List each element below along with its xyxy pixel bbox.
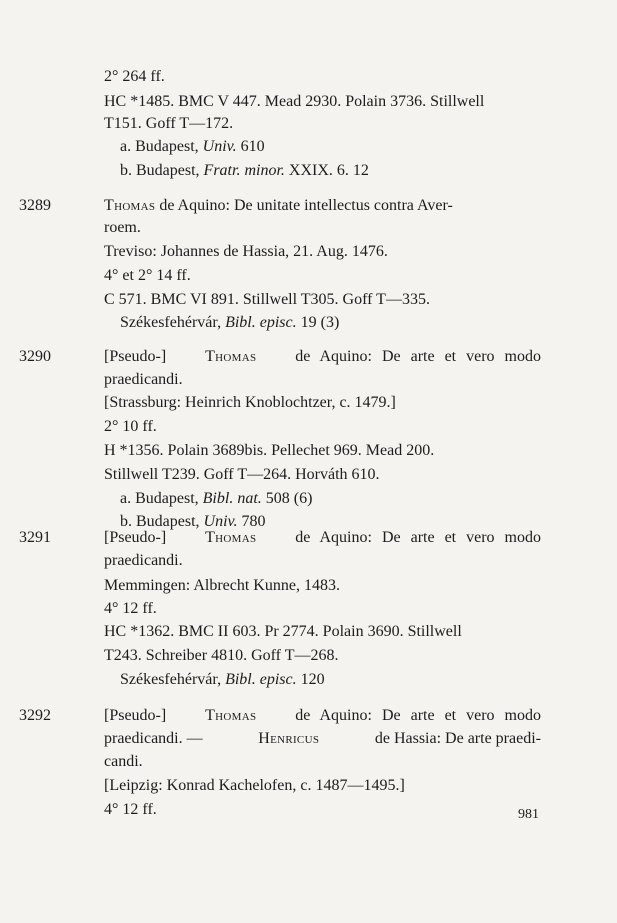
author-name: Thomas: [205, 529, 257, 546]
title-text: de Aquino: De arte et vero modo: [295, 529, 541, 546]
copy-shelfmark: 120: [300, 671, 325, 688]
copy-location: Székesfehérvár,: [120, 671, 222, 688]
page-number: 981: [518, 807, 539, 822]
title-text: de Aquino: De unitate intellectus contra Aver-: [159, 197, 453, 214]
reference-line: HC *1485. BMC V 447. Mead 2930. Polain 3736. Stillwell: [104, 93, 485, 110]
entry-title-line: candi.: [104, 753, 143, 770]
title-prefix: [Pseudo-]: [104, 529, 167, 546]
author-name: Henricus: [258, 730, 320, 747]
author-name: Thomas: [104, 197, 156, 214]
copy-line: [120, 489, 312, 509]
entry-title-line: [104, 196, 453, 216]
format-line: 4° 12 ff.: [104, 801, 157, 818]
format-line: 2° 10 ff.: [104, 418, 157, 435]
imprint-line: [Strassburg: Heinrich Knoblochtzer, c. 1479.]: [104, 394, 396, 411]
imprint-line: Treviso: Johannes de Hassia, 21. Aug. 1476.: [104, 243, 388, 260]
entry-number: 3291: [19, 529, 51, 546]
copy-line: [120, 313, 339, 333]
copy-line: [120, 137, 265, 157]
copy-line: [120, 670, 325, 690]
reference-line: HC *1362. BMC II 603. Pr 2774. Polain 3690. Stillwell: [104, 623, 462, 640]
entry-number: 3290: [19, 348, 51, 365]
entry-title-line: [104, 729, 541, 749]
entry-title-line: [104, 528, 541, 548]
copy-institution: Fratr. minor.: [203, 162, 285, 179]
copy-shelfmark: 508 (6): [265, 490, 313, 507]
entry-number: 3292: [19, 707, 51, 724]
title-prefix: [Pseudo-]: [104, 707, 167, 724]
copy-line: [120, 161, 369, 181]
copy-location: b. Budapest,: [120, 513, 200, 530]
entry-number: 3289: [19, 197, 51, 214]
copy-shelfmark: 610: [240, 138, 265, 155]
author-name: Thomas: [205, 707, 257, 724]
author-name: Thomas: [205, 348, 257, 365]
entry-title-line: praedicandi.: [104, 371, 183, 388]
imprint-line: [Leipzig: Konrad Kachelofen, c. 1487—1495.]: [104, 777, 405, 794]
imprint-line: Memmingen: Albrecht Kunne, 1483.: [104, 577, 340, 594]
title-text: de Aquino: De arte et vero modo: [295, 707, 541, 724]
title-text: de Aquino: De arte et vero modo: [295, 348, 541, 365]
copy-institution: Bibl. episc.: [225, 314, 297, 331]
format-line: 4° 12 ff.: [104, 600, 157, 617]
reference-line: Stillwell T239. Goff T—264. Horváth 610.: [104, 466, 380, 483]
reference-line: T151. Goff T—172.: [104, 115, 234, 132]
entry-title-line: praedicandi.: [104, 552, 183, 569]
copy-location: b. Budapest,: [120, 162, 200, 179]
title-text: praedicandi. —: [104, 730, 203, 747]
format-line: 2° 264 ff.: [104, 68, 165, 85]
copy-shelfmark: 780: [241, 513, 266, 530]
entry-title-line: [104, 347, 541, 367]
format-line: 4° et 2° 14 ff.: [104, 267, 191, 284]
copy-institution: Univ.: [203, 513, 238, 530]
copy-location: a. Budapest,: [120, 490, 199, 507]
copy-shelfmark: 19 (3): [300, 314, 340, 331]
copy-institution: Bibl. episc.: [225, 671, 297, 688]
copy-institution: Univ.: [202, 138, 237, 155]
title-text: de Hassia: De arte praedi-: [374, 730, 541, 747]
entry-title-line: roem.: [104, 219, 141, 236]
copy-location: a. Budapest,: [120, 138, 199, 155]
entry-title-line: [104, 706, 541, 726]
copy-institution: Bibl. nat.: [202, 490, 262, 507]
reference-line: T243. Schreiber 4810. Goff T—268.: [104, 647, 339, 664]
copy-location: Székesfehérvár,: [120, 314, 222, 331]
reference-line: H *1356. Polain 3689bis. Pellechet 969. Mead 200.: [104, 442, 435, 459]
copy-shelfmark: XXIX. 6. 12: [288, 162, 369, 179]
title-prefix: [Pseudo-]: [104, 348, 167, 365]
reference-line: C 571. BMC VI 891. Stillwell T305. Goff T—335.: [104, 291, 430, 308]
